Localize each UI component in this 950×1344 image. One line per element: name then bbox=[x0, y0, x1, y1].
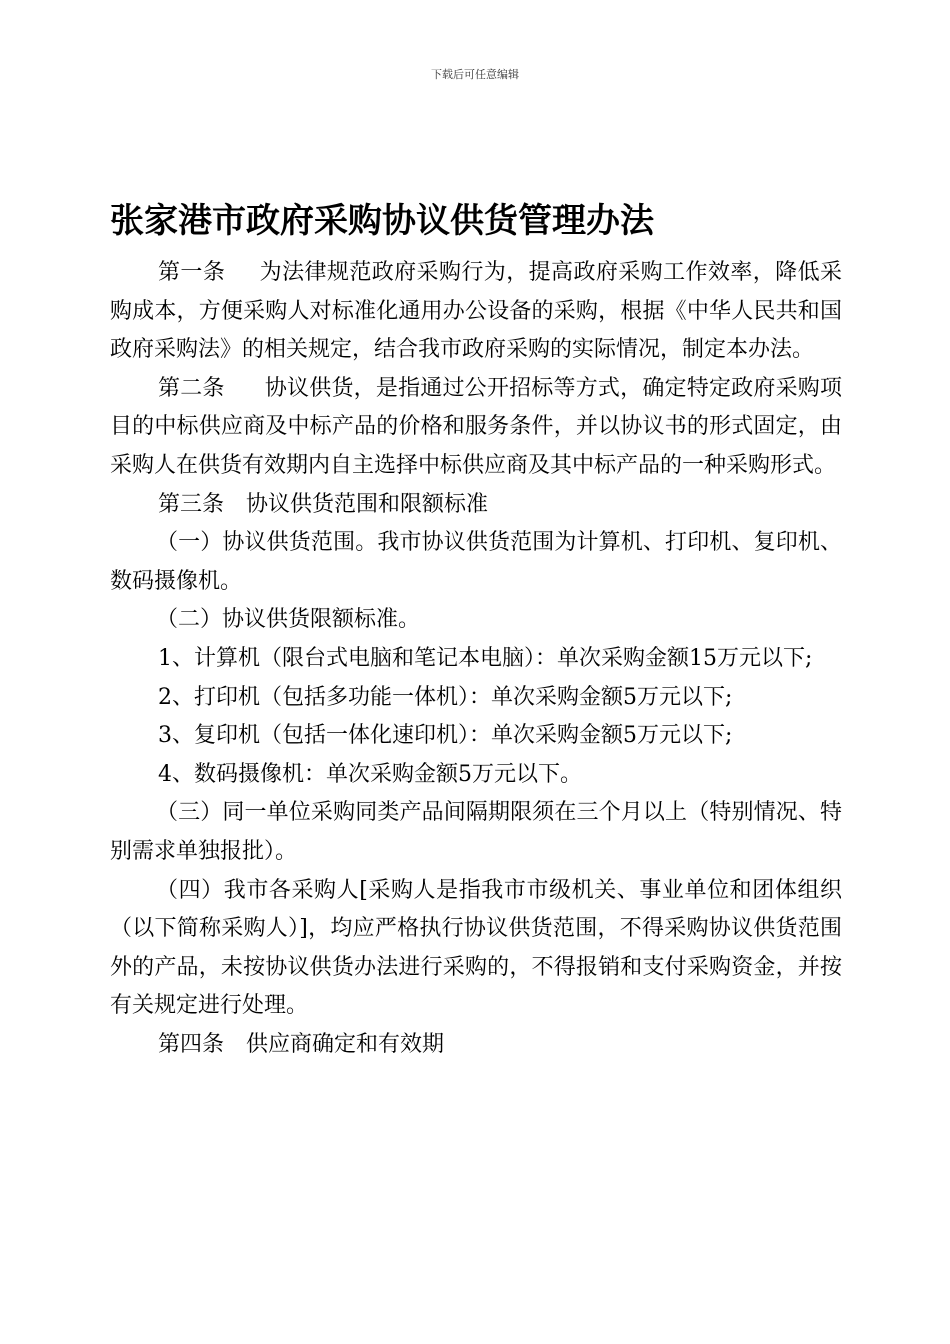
item-2: 2、打印机（包括多功能一体机）：单次采购金额5万元以下; bbox=[158, 684, 733, 710]
article-text: 为法律规范政府采购行为，提高政府采购工作效率，降低采购成本，方便采购人对标准化通用办公设备的采购，根据《中华人民共和国政府采购法》的相关规定，结合我市政府采购的实际情况，制定本办法。 bbox=[110, 260, 842, 363]
article-4 bbox=[110, 1026, 842, 1065]
clause-1: （一）协议供货范围。我市协议供货范围为计算机、打印机、复印机、数码摄像机。 bbox=[110, 530, 842, 594]
article-text: 协议供货范围和限额标准 bbox=[246, 491, 489, 517]
document-body bbox=[110, 254, 842, 1064]
article-3 bbox=[110, 486, 842, 525]
item-1: 1、计算机（限台式电脑和笔记本电脑）：单次采购金额15万元以下; bbox=[158, 645, 813, 671]
article-label: 第二条 bbox=[158, 375, 225, 401]
article-label: 第四条 bbox=[158, 1031, 225, 1057]
article-1 bbox=[110, 254, 842, 370]
clause-3: （三）同一单位采购同类产品间隔期限须在三个月以上（特别情况、特别需求单独报批）。 bbox=[110, 800, 842, 864]
article-text: 协议供货，是指通过公开招标等方式，确定特定政府采购项目的中标供应商及中标产品的价格和服务条件，并以协议书的形式固定，由采购人在供货有效期内自主选择中标供应商及其中标产品的一种采购形式。 bbox=[110, 375, 842, 478]
clause-4: （四）我市各采购人[采购人是指我市市级机关、事业单位和团体组织（以下简称采购人）]，均应严格执行协议供货范围，不得采购协议供货范围外的产品，未按协议供货办法进行采购的，不得报销和支付采购资金，并按有关规定进行处理。 bbox=[110, 877, 842, 1019]
document-title: 张家港市政府采购协议供货管理办法 bbox=[110, 200, 654, 241]
article-label: 第一条 bbox=[158, 260, 226, 285]
item-4: 4、数码摄像机：单次采购金额5万元以下。 bbox=[158, 761, 582, 787]
article-text: 供应商确定和有效期 bbox=[246, 1031, 445, 1057]
header-note: 下载后可任意编辑 bbox=[431, 68, 519, 81]
item-3: 3、复印机（包括一体化速印机）：单次采购金额5万元以下; bbox=[158, 723, 733, 749]
article-2 bbox=[110, 370, 842, 486]
article-label: 第三条 bbox=[158, 491, 225, 517]
clause-2: （二）协议供货限额标准。 bbox=[156, 607, 421, 633]
